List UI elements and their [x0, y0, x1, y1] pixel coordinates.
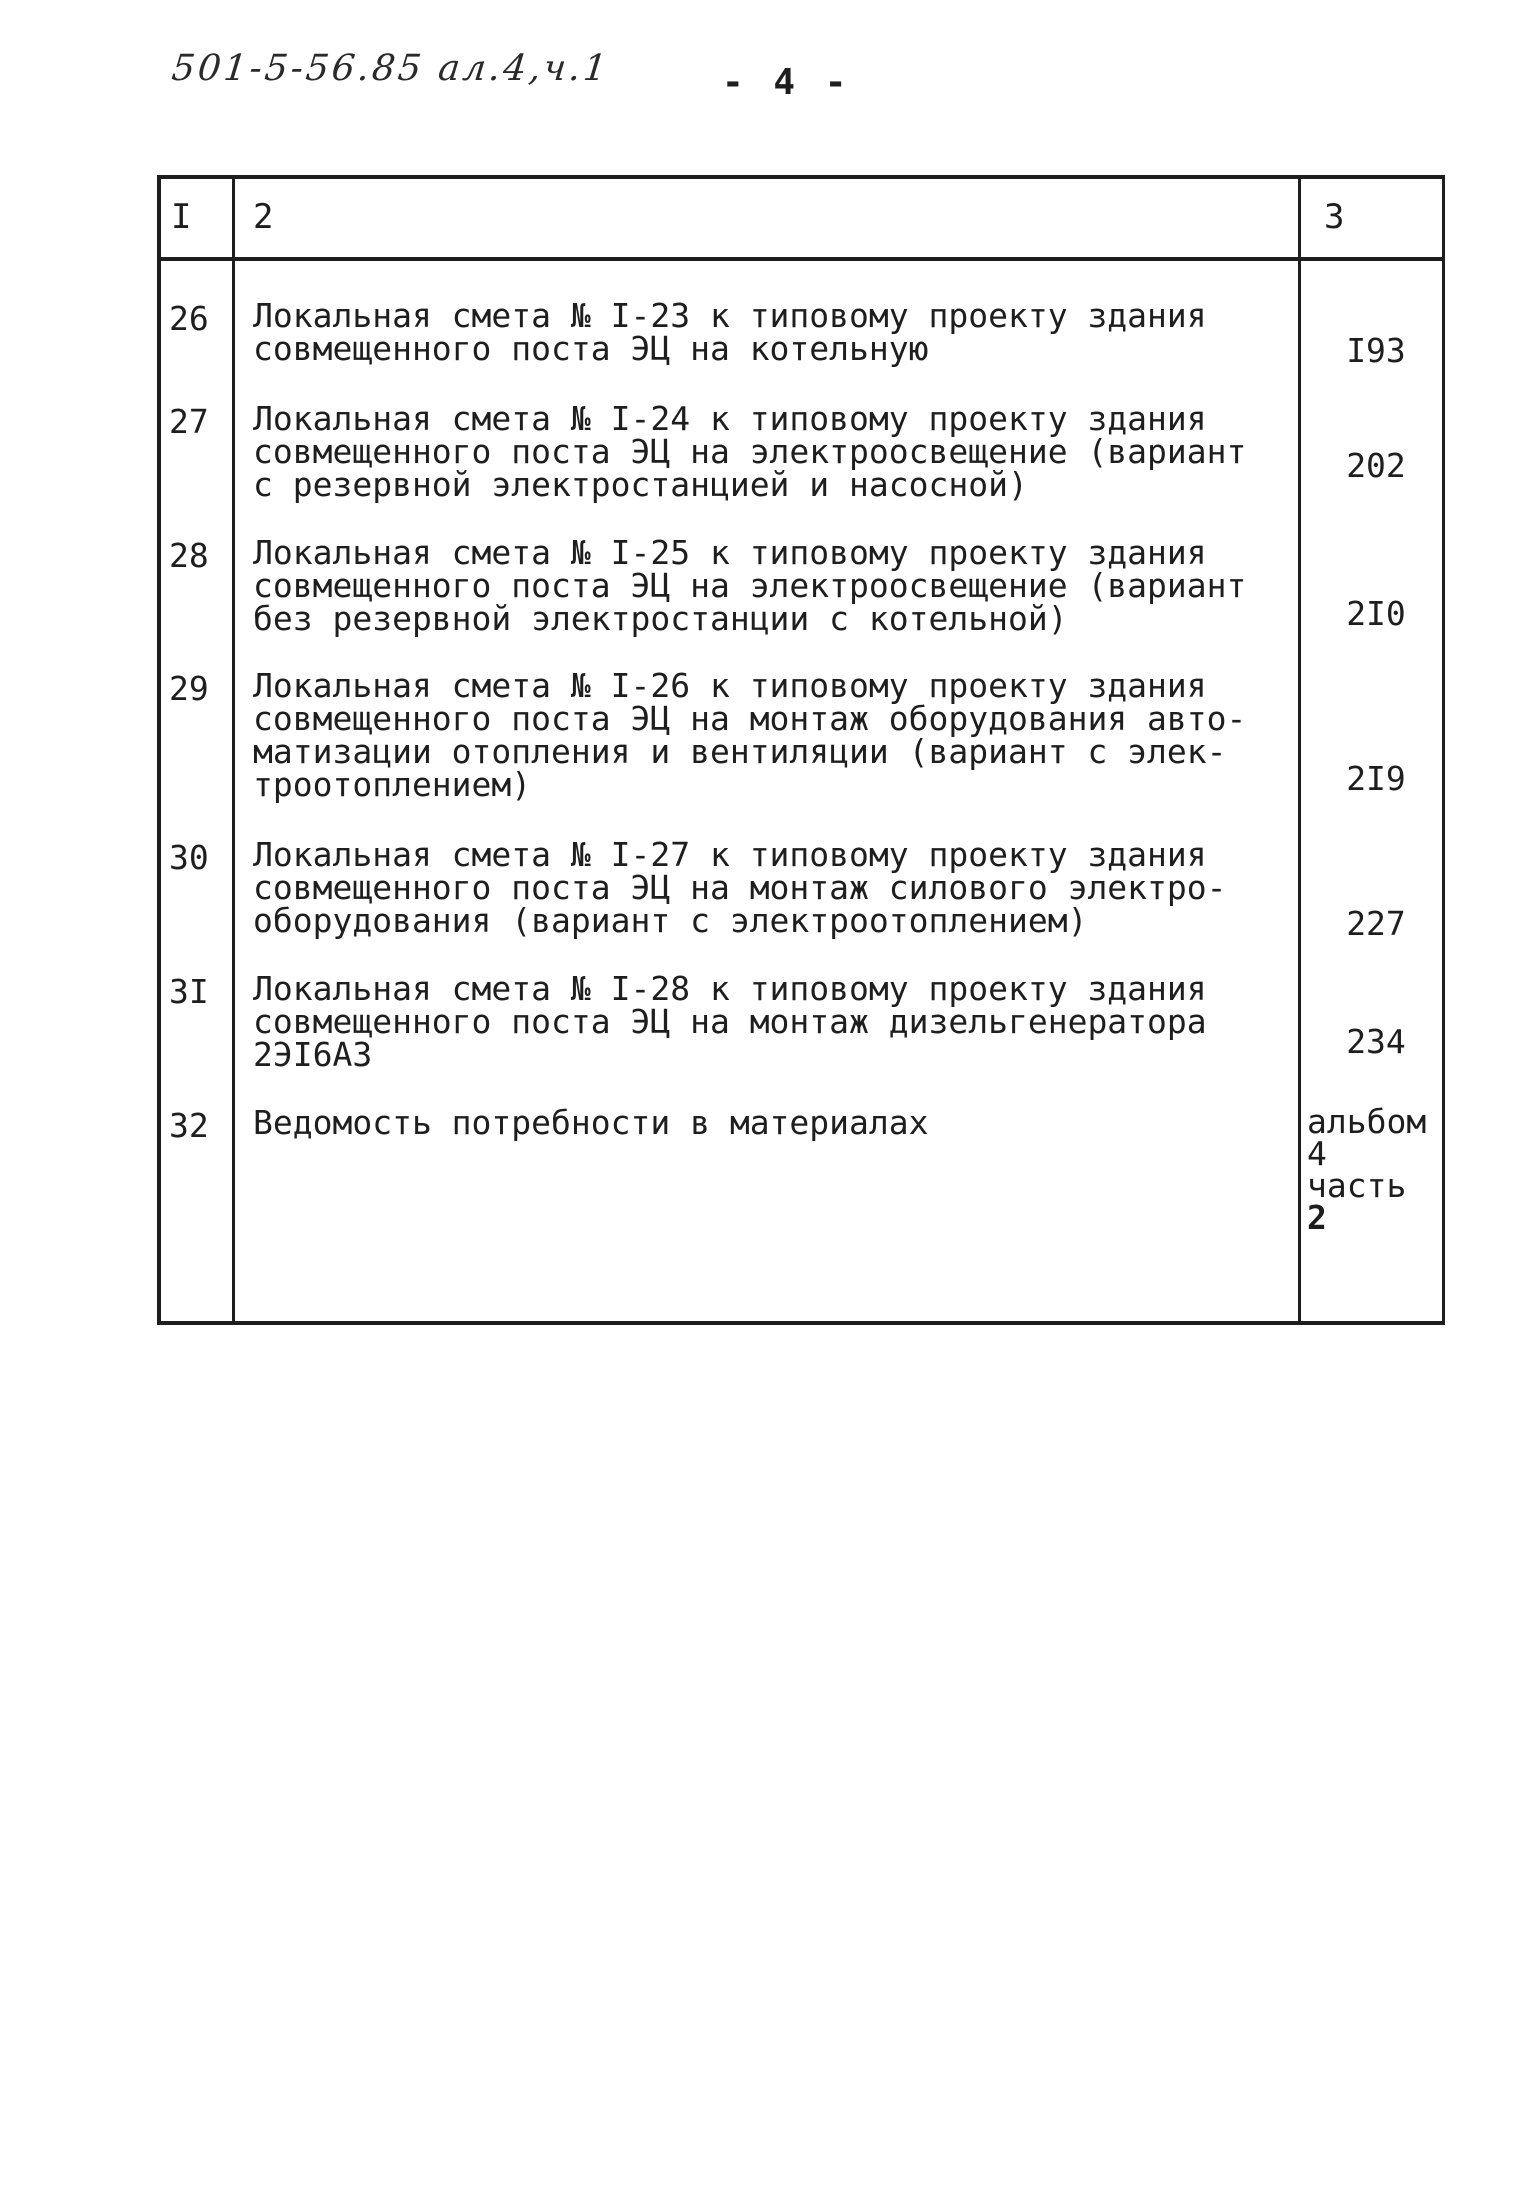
- row-title: Локальная смета № I-26 к типовому проекту здания совмещенного поста ЭЦ на монтаж оборудования авто- матизации отопления и вентиляции (вариант с элек- троотоплением): [253, 666, 1247, 804]
- row-page: 234: [1346, 1022, 1406, 1061]
- row-page-line: часть: [1307, 1166, 1407, 1205]
- column-divider: [1298, 179, 1301, 1321]
- row-number: 26: [169, 299, 209, 338]
- column-header-number: I: [171, 197, 192, 237]
- row-title: Локальная смета № I-25 к типовому проекту здания совмещенного поста ЭЦ на электроосвещение (вариант без резервной электростанции с котельной): [253, 533, 1247, 638]
- row-number: 28: [169, 536, 209, 575]
- row-title: Локальная смета № I-23 к типовому проекту здания совмещенного поста ЭЦ на котельную: [253, 296, 1207, 368]
- row-page-line: 2: [1307, 1198, 1327, 1237]
- contents-table: [157, 175, 1445, 1325]
- column-divider: [232, 179, 235, 1321]
- row-number: 29: [169, 669, 209, 708]
- row-number: 27: [169, 402, 209, 441]
- page-number: - 4 -: [722, 62, 851, 103]
- row-number: 32: [169, 1106, 209, 1145]
- row-page: 227: [1346, 904, 1406, 943]
- header-rule: [161, 257, 1442, 261]
- row-page: 202: [1346, 446, 1406, 485]
- row-page: 2I9: [1346, 759, 1406, 798]
- row-page-line: 4: [1307, 1134, 1327, 1173]
- row-title: Локальная смета № I-28 к типовому проекту здания совмещенного поста ЭЦ на монтаж дизельгенератора 2ЭI6АЗ: [253, 969, 1207, 1074]
- row-page: I93: [1346, 331, 1406, 370]
- row-title: Локальная смета № I-27 к типовому проекту здания совмещенного поста ЭЦ на монтаж силового электро- оборудования (вариант с электроотоплением): [253, 835, 1227, 940]
- row-number: 3I: [169, 972, 209, 1011]
- row-page: [1307, 1102, 1437, 1237]
- row-page: 2I0: [1346, 594, 1406, 633]
- row-title: Ведомость потребности в материалах: [253, 1103, 929, 1142]
- document-code: 501-5-56.85 ал.4,ч.1: [169, 48, 612, 89]
- row-page-line: альбом: [1307, 1102, 1427, 1141]
- column-header-page: 3: [1324, 197, 1345, 237]
- column-header-title: 2: [253, 197, 274, 237]
- row-title: Локальная смета № I-24 к типовому проекту здания совмещенного поста ЭЦ на электроосвещение (вариант с резервной электростанцией и насосной): [253, 399, 1247, 504]
- row-number: 30: [169, 838, 209, 877]
